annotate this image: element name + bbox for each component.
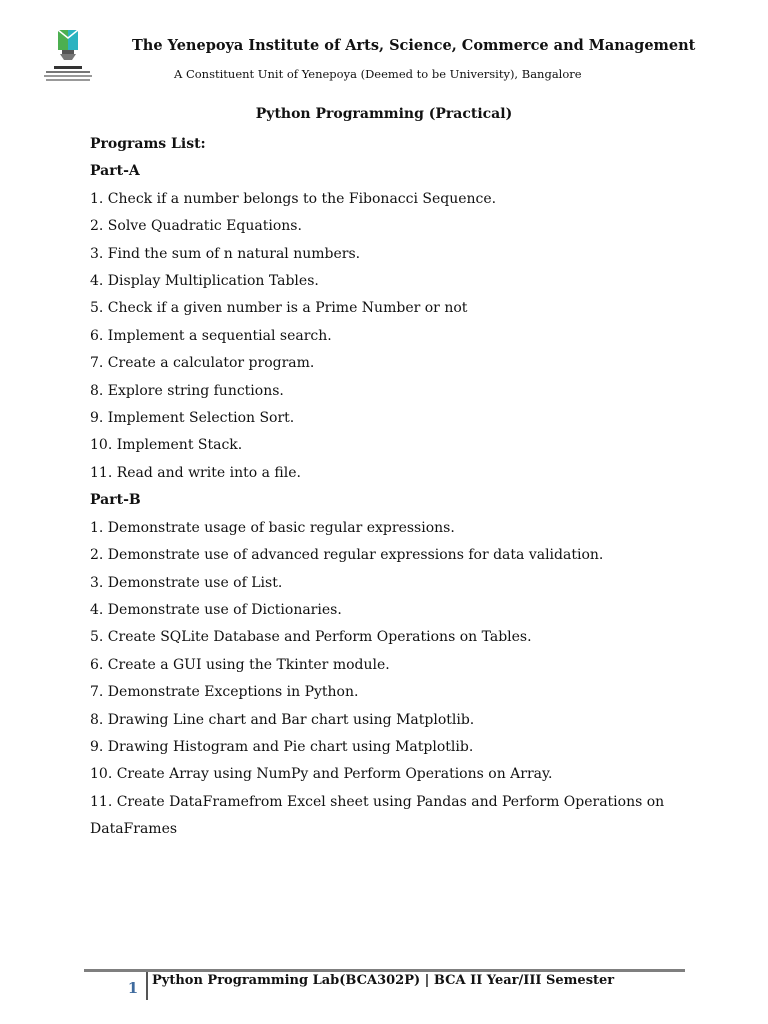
part-a-item: 3. Find the sum of n natural numbers. [90,245,361,262]
institution-name: The Yenepoya Institute of Arts, Science, Commerce and Management [132,37,696,54]
part-a-item: 11. Read and write into a file. [90,464,301,481]
part-a-item: 8. Explore string functions. [90,382,284,399]
part-a-heading: Part-A [90,163,140,180]
part-b-item: 4. Demonstrate use of Dictionaries. [90,601,342,618]
part-b-item: 8. Drawing Line chart and Bar chart using Matplotlib. [90,711,475,728]
part-b-item: 10. Create Array using NumPy and Perform Operations on Array. [90,766,553,783]
programs-list [90,131,690,844]
part-a-item: 1. Check if a number belongs to the Fibonacci Sequence. [90,190,497,207]
part-a-item: 2. Solve Quadratic Equations. [90,218,302,235]
page-number: 1 [127,979,139,997]
part-a-item: 9. Implement Selection Sort. [90,410,295,427]
part-a-item: 10. Implement Stack. [90,437,243,454]
part-b-heading: Part-B [90,492,141,509]
institution-logo [36,26,100,86]
part-b-item: 9. Drawing Histogram and Pie chart using Matplotlib. [90,738,474,755]
footer-rule [84,969,685,972]
part-b-item: 1. Demonstrate usage of basic regular expressions. [90,519,455,536]
part-a-item: 4. Display Multiplication Tables. [90,273,319,290]
institution-subtitle: A Constituent Unit of Yenepoya (Deemed to be University), Bangalore [174,67,582,81]
part-b-item: 6. Create a GUI using the Tkinter module. [90,656,390,673]
footer-text: Python Programming Lab(BCA302P) | BCA II Year/III Semester [152,973,615,988]
part-b-item: 3. Demonstrate use of List. [90,574,283,591]
document-title: Python Programming (Practical) [255,106,513,122]
part-a-item: 5. Check if a given number is a Prime Number or not [90,300,468,317]
footer-divider [146,972,148,1000]
programs-heading: Programs List: [90,136,206,152]
part-b-item: 2. Demonstrate use of advanced regular expressions for data validation. [90,547,604,564]
part-b-item: 5. Create SQLite Database and Perform Operations on Tables. [90,629,532,646]
part-b-item: 11. Create DataFramefrom Excel sheet using Pandas and Perform Operations on DataFrames [90,793,665,838]
part-a-item: 6. Implement a sequential search. [90,327,332,344]
part-b-item: 7. Demonstrate Exceptions in Python. [90,684,359,701]
part-a-item: 7. Create a calculator program. [90,355,315,372]
